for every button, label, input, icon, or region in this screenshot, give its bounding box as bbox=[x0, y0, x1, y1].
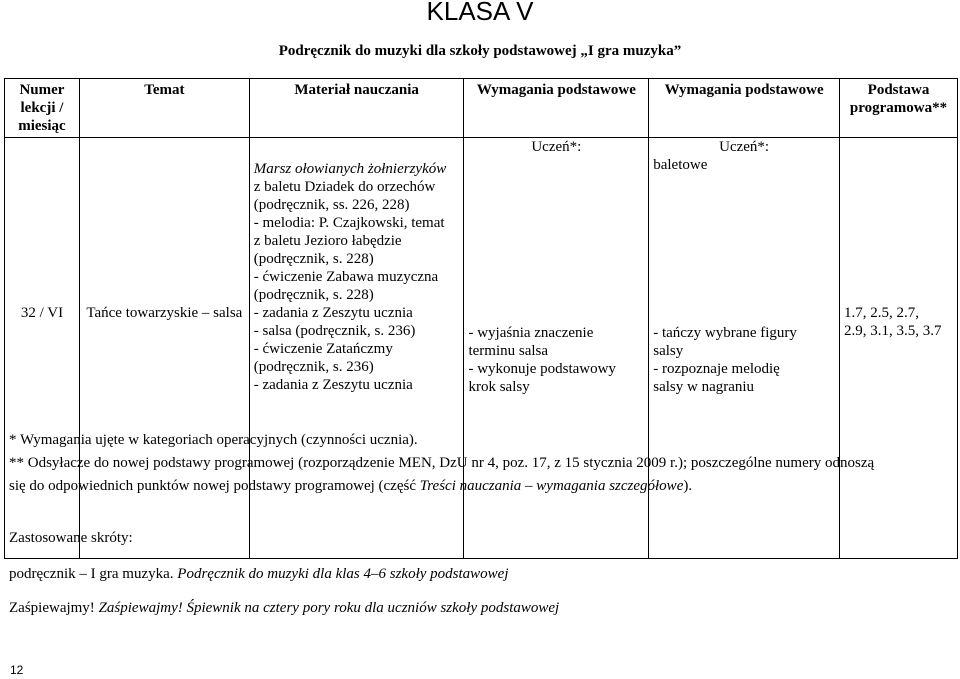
material-line: (podręcznik, s. 236) bbox=[253, 359, 374, 375]
requirement-line: salsy bbox=[653, 343, 684, 359]
requirement-line: terminu salsa bbox=[468, 343, 549, 359]
material-line: - melodia: P. Czajkowski, temat bbox=[253, 215, 445, 231]
header-topic: Temat bbox=[79, 79, 249, 138]
material-line: - zadania z Zeszytu ucznia bbox=[253, 377, 413, 393]
abbreviation-italic: Zaśpiewajmy! Śpiewnik na cztery pory roku dla uczniów szkoły podstawowej bbox=[98, 600, 560, 616]
requirement-line: - tańczy wybrane figury bbox=[653, 325, 797, 341]
abbreviation-1 bbox=[9, 566, 509, 583]
material-line: - ćwiczenie Zatańczmy bbox=[253, 341, 393, 357]
cell-material bbox=[249, 138, 464, 559]
requirement-line: salsy w nagraniu bbox=[653, 379, 755, 395]
footnote-text: się do odpowiednich punktów nowej podstawy programowej (część bbox=[9, 478, 420, 494]
footnote-2-line-1: ** Odsyłacze do nowej podstawy programowej (rozporządzenie MEN, DzU nr 4, poz. 17, z 15 stycznia 2009 r.); poszczególne numery odnoszą bbox=[9, 455, 875, 471]
material-line: Marsz ołowianych żołnierzyków bbox=[253, 161, 447, 177]
cell-lesson: 32 / VI bbox=[5, 138, 80, 559]
cell-topic: Tańce towarzyskie – salsa bbox=[79, 138, 249, 559]
cell-requirements-extended bbox=[649, 138, 840, 559]
material-line: (podręcznik, s. 228) bbox=[253, 251, 374, 267]
requirement-line: - wyjaśnia znaczenie bbox=[468, 325, 594, 341]
material-line: - ćwiczenie Zabawa muzyczna bbox=[253, 269, 439, 285]
table-row bbox=[5, 138, 958, 559]
material-line: z baletu Jezioro łabędzie bbox=[253, 233, 402, 249]
abbreviations-heading: Zastosowane skróty: bbox=[9, 530, 133, 546]
requirement-line: krok salsy bbox=[468, 379, 530, 395]
header-lesson: Numer lekcji / miesiąc bbox=[5, 79, 80, 138]
footnote-2-line-2 bbox=[9, 478, 692, 495]
material-line: - zadania z Zeszytu ucznia bbox=[253, 305, 413, 321]
footnote-text: ). bbox=[683, 478, 693, 494]
table-header-row bbox=[5, 79, 958, 138]
curriculum-line: 1.7, 2.5, 2.7, bbox=[844, 305, 919, 321]
abbreviation-text: podręcznik – I gra muzyka. bbox=[9, 566, 178, 582]
page-title: KLASA V bbox=[426, 0, 534, 26]
material-line: z baletu Dziadek do orzechów bbox=[253, 179, 436, 195]
subtitle: Podręcznik do muzyki dla szkoły podstawowej „I gra muzyka” bbox=[278, 43, 682, 59]
requirement-top-line: baletowe bbox=[653, 157, 708, 173]
curriculum-line: 2.9, 3.1, 3.5, 3.7 bbox=[844, 323, 942, 339]
material-line: (podręcznik, ss. 226, 228) bbox=[253, 197, 410, 213]
header-requirements-basic: Wymagania podstawowe bbox=[464, 79, 649, 138]
header-curriculum: Podstawa programowa** bbox=[840, 79, 958, 138]
cell-curriculum bbox=[840, 138, 958, 559]
requirement-line: - rozpoznaje melodię bbox=[653, 361, 780, 377]
requirement-line: - wykonuje podstawowy bbox=[468, 361, 616, 377]
header-material: Materiał nauczania bbox=[249, 79, 464, 138]
subheader-student: Uczeń*: bbox=[531, 139, 582, 155]
abbreviation-text: Zaśpiewajmy! bbox=[9, 600, 99, 616]
abbreviation-2 bbox=[9, 600, 559, 617]
material-line: (podręcznik, s. 228) bbox=[253, 287, 374, 303]
footnote-1: * Wymagania ujęte w kategoriach operacyjnych (czynności ucznia). bbox=[9, 432, 418, 448]
material-line: - salsa (podręcznik, s. 236) bbox=[253, 323, 416, 339]
footnote-italic: Treści nauczania – wymagania szczegółowe bbox=[419, 478, 684, 494]
subheader-student: Uczeń*: bbox=[719, 139, 770, 155]
abbreviation-italic: Podręcznik do muzyki dla klas 4–6 szkoły podstawowej bbox=[177, 566, 509, 582]
page-number: 12 bbox=[10, 663, 24, 677]
cell-requirements-basic bbox=[464, 138, 649, 559]
header-requirements-extended: Wymagania podstawowe bbox=[649, 79, 840, 138]
